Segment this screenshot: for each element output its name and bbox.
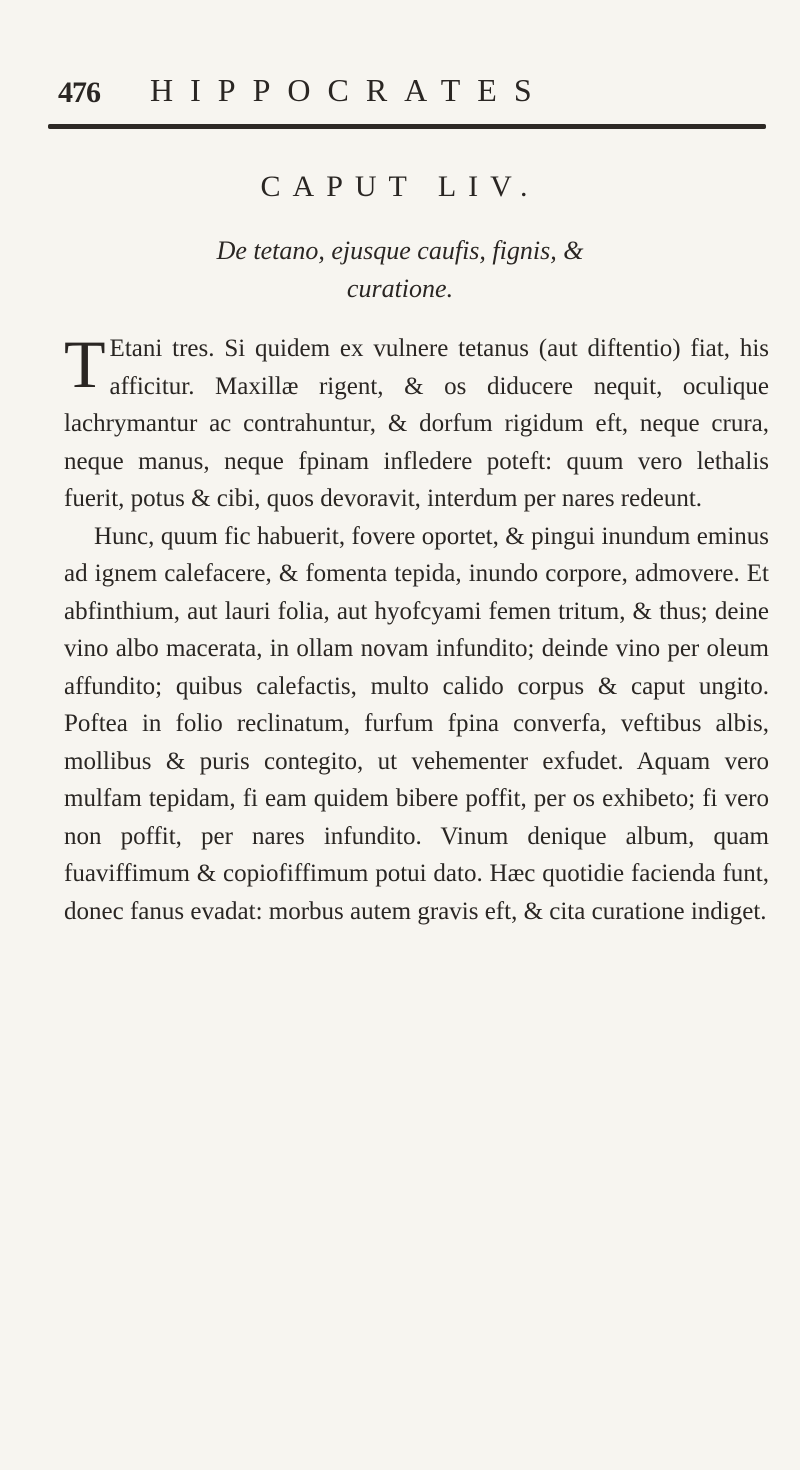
chapter-subtitle — [0, 232, 800, 308]
header-rule — [48, 124, 766, 129]
paragraph-1 — [64, 326, 769, 518]
running-head — [58, 68, 778, 118]
running-title: HIPPOCRATES — [150, 72, 549, 108]
subtitle-line-1: De tetano, ejusque caufis, fignis, & — [216, 236, 584, 265]
page-number: 476 — [58, 76, 100, 109]
chapter-heading: CAPUT LIV. — [260, 170, 540, 203]
body-text — [64, 326, 769, 930]
paragraph-2-text: Hunc, quum fic habuerit, fovere oportet, & pingui inundum eminus ad ignem calefacere, & fomenta tepida, inundo corpore, admovere. Et abfinthium, aut lauri folia, aut hyofcyami femen tritum, & thus; deine vino albo macerata, in ollam novam infundito; deinde vino per oleum affundito; quibus calefactis, multo calido corpus & caput ungito. Poftea in folio reclinatum, furfum fpina converfa, veftibus albis, mollibus & puris contegito, ut vehementer exfudet. Aquam vero mulfam tepidam, fi eam quidem bibere poffit, per os exhibeto; fi vero non poffit, per nares infundito. Vinum denique album, quam fuaviffimum & copiofiffimum potui dato. Hæc quotidie facienda funt, donec fanus evadat: morbus autem gravis eft, & cita curatione indiget. — [64, 522, 769, 925]
subtitle-line-2: curatione. — [346, 274, 454, 303]
drop-cap: T — [64, 326, 106, 402]
paragraph-1-text: Etani tres. Si quidem ex vulnere tetanus (aut diftentio) fiat, his afficitur. Maxillæ rigent, & os diducere nequit, oculique lachrymantur ac contrahuntur, & dorfum rigidum eft, neque crura, neque manus, neque fpinam infledere poteft: quum vero lethalis fuerit, potus & cibi, quos devoravit, interdum per nares redeunt. — [64, 335, 769, 512]
paragraph-2 — [64, 518, 769, 931]
